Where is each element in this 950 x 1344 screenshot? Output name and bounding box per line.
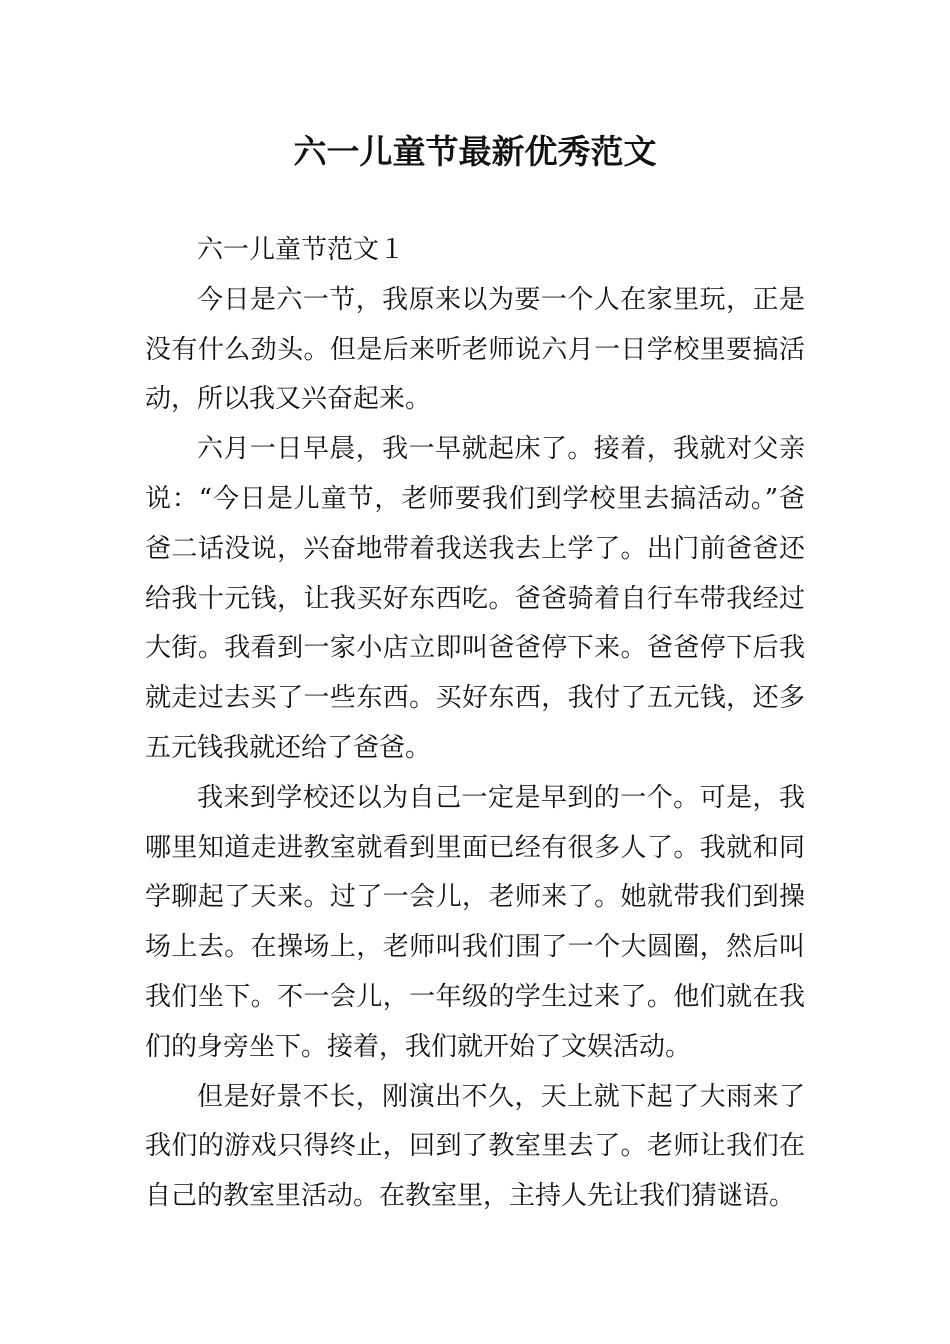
paragraph-1: 今日是六一节，我原来以为要一个人在家里玩，正是没有什么劲头。但是后来听老师说六月一日学校里要搞活动，所以我又兴奋起来。 — [145, 284, 805, 415]
section-heading: 六一儿童节范文１ — [197, 235, 406, 265]
paragraph-3: 我来到学校还以为自己一定是早到的一个。可是，我哪里知道走进教室就看到里面已经有很多人了。我就和同学聊起了天来。过了一会儿，老师来了。她就带我们到操场上去。在操场上，老师叫我们围了一个大圆圈，然后叫我们坐下。不一会儿，一年级的学生过来了。他们就在我们的身旁坐下。接着，我们就开始了文娱活动。 — [145, 782, 805, 1062]
document-body — [145, 226, 805, 1222]
document-title: 六一儿童节最新优秀范文 — [293, 132, 657, 171]
paragraph-4: 但是好景不长，刚演出不久，天上就下起了大雨来了我们的游戏只得终止，回到了教室里去了。老师让我们在自己的教室里活动。在教室里，主持人先让我们猜谜语。 — [145, 1081, 805, 1212]
paragraph-2: 六月一日早晨，我一早就起床了。接着，我就对父亲说：“今日是儿童节，老师要我们到学校里去搞活动。”爸爸二话没说，兴奋地带着我送我去上学了。出门前爸爸还给我十元钱，让我买好东西吃。爸爸骑着自行车带我经过大街。我看到一家小店立即叫爸爸停下来。爸爸停下后我就走过去买了一些东西。买好东西，我付了五元钱，还多五元钱我就还给了爸爸。 — [145, 434, 805, 763]
